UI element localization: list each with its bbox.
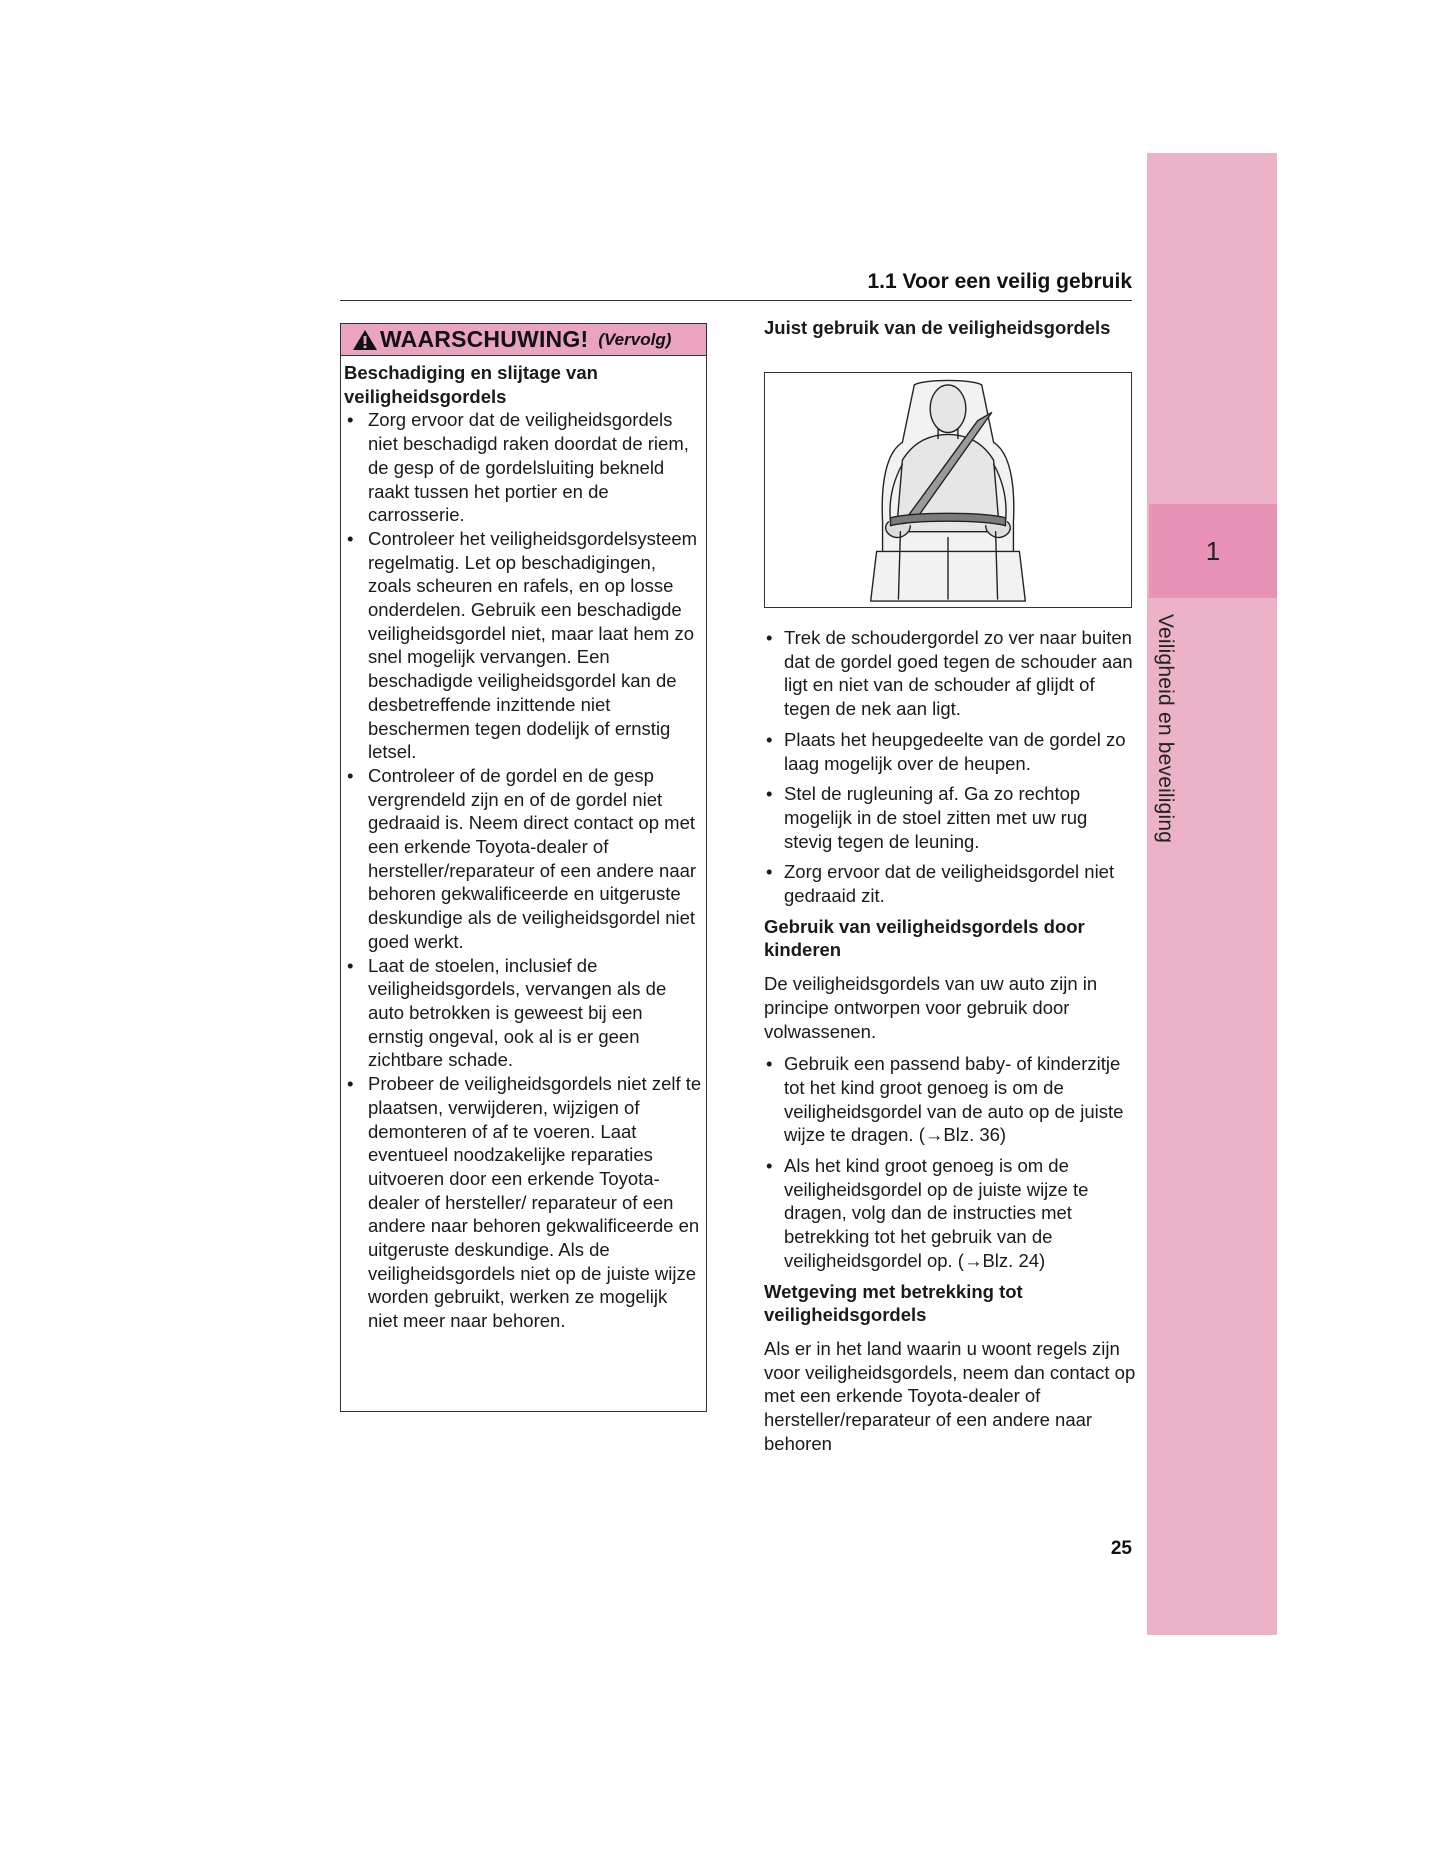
warning-triangle-icon [352,329,378,351]
section-title-legislation: Wetgeving met betrekking tot veiligheidsgordels [764,1280,1023,1326]
section-title-children: Gebruik van veiligheidsgordels door kinderen [764,915,1085,961]
warning-subtitle: (Vervolg) [598,329,672,349]
correct-use-item: • Trek de schoudergordel zo ver naar buiten dat de gordel goed tegen de schouder aan ligt en niet van de schouder af glijdt of tegen de nek aan ligt. [764,626,1136,721]
correct-use-item: • Stel de rugleuning af. Ga zo rechtop mogelijk in de stoel zitten met uw rug stevig tegen de leuning. [764,782,1136,853]
children-intro: De veiligheidsgordels van uw auto zijn in principe ontworpen voor gebruik door volwassenen. [764,973,1098,1042]
right-column-heading [764,316,1136,340]
children-list [764,1052,1136,1272]
children-item: • Gebruik een passend baby- of kinderzitje tot het kind groot genoeg is om de veiligheidsgordel van de auto op de juiste wijze te dragen. (→Blz. 36) [764,1052,1136,1147]
warning-header [341,324,706,356]
warning-list [344,408,702,1332]
header-divider [340,300,1132,301]
chapter-side-tab [1147,153,1277,1635]
chapter-number[interactable]: 1 [1149,504,1277,598]
correct-use-item: • Zorg ervoor dat de veiligheidsgordel niet gedraaid zit. [764,860,1136,907]
warning-item: • Controleer het veiligheidsgordelsysteem regelmatig. Let op beschadigingen, zoals scheuren en rafels, en op losse onderdelen. Gebruik een beschadigde veiligheidsgordel niet, maar laat hem zo snel mogelijk vervangen. Een beschadigde veiligheidsgordel kan de desbetreffende inzittende niet beschermen tegen dodelijk of ernstig letsel. [344,527,702,764]
warning-box [340,323,707,1412]
warning-title: WAARSCHUWING! [380,326,589,352]
children-item: • Als het kind groot genoeg is om de veiligheidsgordel op de juiste wijze te dragen, volg dan de instructies met betrekking tot het gebruik van de veiligheidsgordel op. (→Blz. 24) [764,1154,1136,1273]
right-column-body [764,626,1136,1465]
warning-item: • Controleer of de gordel en de gesp vergrendeld zijn en of de gordel niet gedraaid is. Neem direct contact op met een erkende Toyota-dealer of hersteller/reparateur of een andere naar behoren gekwalificeerde en uitgeruste deskundige als de veiligheidsgordel niet goed werkt. [344,764,702,954]
section-header-title: 1.1 Voor een veilig gebruik [867,270,1132,293]
warning-section-title: Beschadiging en slijtage van veiligheidsgordels [344,362,598,407]
seated-person-seatbelt-drawing [765,373,1131,607]
chapter-label: Veiligheid en beveiliging [1154,614,1177,844]
section-title-correct-use: Juist gebruik van de veiligheidsgordels [764,317,1111,338]
legislation-text: Als er in het land waarin u woont regels zijn voor veiligheidsgordels, neem dan contact op met een erkende Toyota-dealer of hersteller/reparateur of een andere naar behoren [764,1337,1136,1454]
warning-body [341,356,706,1333]
warning-item: • Probeer de veiligheidsgordels niet zelf te plaatsen, verwijderen, wijzigen of demonteren of af te voeren. Laat eventueel noodzakelijke reparaties uitvoeren door een erkende Toyota-dealer of hersteller/ reparateur of een andere naar behoren gekwalificeerde en uitgeruste deskundige. Als de veiligheidsgordels niet op de juiste wijze worden gebruikt, werken ze mogelijk niet meer naar behoren. [344,1072,702,1333]
warning-item: • Laat de stoelen, inclusief de veiligheidsgordels, vervangen als de auto betrokken is geweest bij een ernstig ongeval, ook al is er geen zichtbare schade. [344,954,702,1073]
warning-item: • Zorg ervoor dat de veiligheidsgordels niet beschadigd raken doordat de riem, de gesp of de gordelsluiting bekneld raakt tussen het portier en de carrosserie. [344,408,702,527]
correct-use-item: • Plaats het heupgedeelte van de gordel zo laag mogelijk over de heupen. [764,728,1136,775]
seatbelt-illustration [764,372,1132,608]
page-number: 25 [1110,1538,1132,1559]
correct-use-list [764,626,1136,908]
